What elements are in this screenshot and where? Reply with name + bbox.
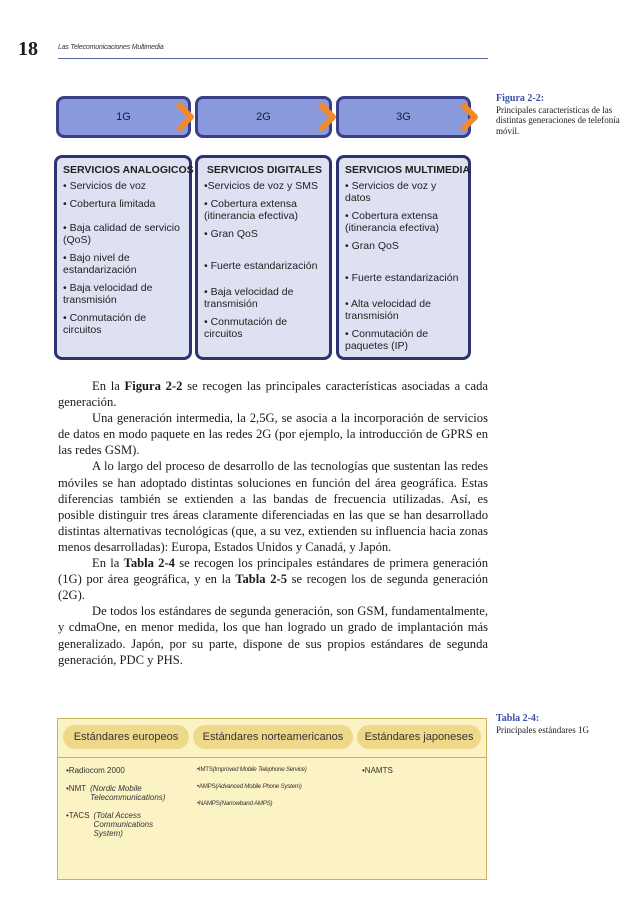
standard-item: •TACS (Total Access Communications System) (66, 811, 154, 838)
service-item: • Cobertura extensa (itinerancia efectiva) (345, 210, 439, 234)
table-caption-text: Principales estándares 1G (496, 724, 589, 735)
generation-label: 1G (116, 111, 131, 123)
service-item: • Conmutación de circuitos (204, 316, 288, 340)
column-title: SERVICIOS ANALOGICOS (63, 164, 194, 176)
service-item: • Gran QoS (345, 240, 399, 252)
figure-reference: Figura 2-2 (124, 379, 183, 393)
chevron-right-icon (458, 102, 480, 132)
paragraph: De todos los estándares de segunda generación, son GSM, fundamentalmente, y cdmaOne, en menor medida, los que han logrado un grado de implantación más generalizado. Japón, por su parte, dispone de sus propios estándares de segunda generación, PDC y PHS. (58, 604, 488, 667)
service-item: • Bajo nivel de estandarización (63, 252, 137, 276)
service-item: • Baja velocidad de transmisión (204, 286, 294, 310)
service-item: • Servicios de voz (63, 180, 147, 192)
standard-item: •Radiocom 2000 (66, 766, 125, 775)
service-item: • Fuerte estandarización (345, 272, 459, 284)
generation-2g-box (195, 96, 332, 138)
standard-item: •AMPS(Advanced Mobile Phone System) (197, 783, 302, 790)
paragraph: A lo largo del proceso de desarrollo de las tecnologías que sustentan las redes móviles se han adoptado distintas soluciones en función del área geográfica. Estas diferencias también se extienden a las bandas de frecuencia utilizadas. Así, es posible distinguir tres áreas claramente diferenciadas en las que se han desarrollado distintas alternativas tecnológicas (que, a su vez, extienden su influencia hacia zonas menos desarrolladas): Europa, Estados Unidos y Canadá, y Japón. (58, 459, 488, 554)
paragraph: Una generación intermedia, la 2,5G, se asocia a la incorporación de servicios de datos en modo paquete en las redes 2G (por ejemplo, la introducción de GPRS en las redes GSM). (58, 411, 488, 458)
table-header-north-america: Estándares norteamericanos (193, 725, 353, 749)
table-reference: Tabla 2-4 (123, 556, 175, 571)
table-column-north-america (197, 766, 355, 817)
standard-item: •NAMPS(Narrowband AMPS) (197, 800, 273, 807)
table-divider (58, 757, 486, 758)
table-header-japan: Estándares japoneses (357, 725, 481, 749)
generation-3g-box (336, 96, 471, 138)
column-title: SERVICIOS MULTIMEDIA (345, 164, 471, 176)
table-column-europe (66, 766, 191, 847)
generation-1g-box (56, 96, 191, 138)
service-item: •Servicios de voz y SMS (204, 180, 318, 192)
standards-table (57, 718, 487, 880)
service-item: • Servicios de voz y datos (345, 180, 437, 204)
generation-label: 3G (396, 111, 411, 123)
services-column-1g (54, 155, 192, 360)
service-item: • Gran QoS (204, 228, 258, 240)
table-column-japan (362, 766, 480, 784)
paragraph: En la Tabla 2-4 se recogen los principales estándares de primera generación (1G) por área geográfica, y en la Tabla 2-5 se recogen los de segunda generación (2G). (58, 556, 489, 603)
services-column-3g (336, 155, 471, 360)
paragraph: En la Figura 2-2 se recogen las principales características asociadas a cada generación. (58, 379, 488, 410)
service-item: • Conmutación de paquetes (IP) (345, 328, 429, 352)
service-item: • Cobertura extensa (itinerancia efectiva) (204, 198, 298, 222)
table-caption (496, 714, 636, 735)
standard-item: •NMT (Nordic Mobile Telecommunications) (66, 784, 166, 802)
generation-label: 2G (256, 111, 271, 123)
table-header-europe: Estándares europeos (63, 725, 189, 749)
service-item: • Conmutación de circuitos (63, 312, 147, 336)
column-title: SERVICIOS DIGITALES (206, 164, 323, 176)
service-item: • Alta velocidad de transmisión (345, 298, 431, 322)
service-item: • Baja calidad de servicio (QoS) (63, 222, 180, 246)
chevron-right-icon (316, 102, 338, 132)
header-rule (58, 58, 488, 59)
standard-item: •NAMTS (362, 766, 393, 775)
body-text (58, 378, 488, 668)
figure-caption-text: Principales características de las distintas generaciones de telefonía móvil. (496, 104, 620, 136)
service-item: • Fuerte estandarización (204, 260, 318, 272)
service-item: • Cobertura limitada (63, 198, 156, 210)
standard-item: •IMTS(Improved Mobile Telephone Service) (197, 766, 307, 773)
running-title: Las Telecomunicaciones Multimedia (58, 44, 164, 51)
service-item: • Baja velocidad de transmisión (63, 282, 153, 306)
chevron-right-icon (174, 102, 196, 132)
figure-caption (496, 94, 636, 136)
table-caption-label: Tabla 2-4: (496, 713, 540, 724)
page-number: 18 (18, 38, 38, 60)
table-reference: Tabla 2-5 (235, 572, 287, 587)
services-column-2g (195, 155, 332, 360)
figure-caption-label: Figura 2-2: (496, 93, 545, 104)
